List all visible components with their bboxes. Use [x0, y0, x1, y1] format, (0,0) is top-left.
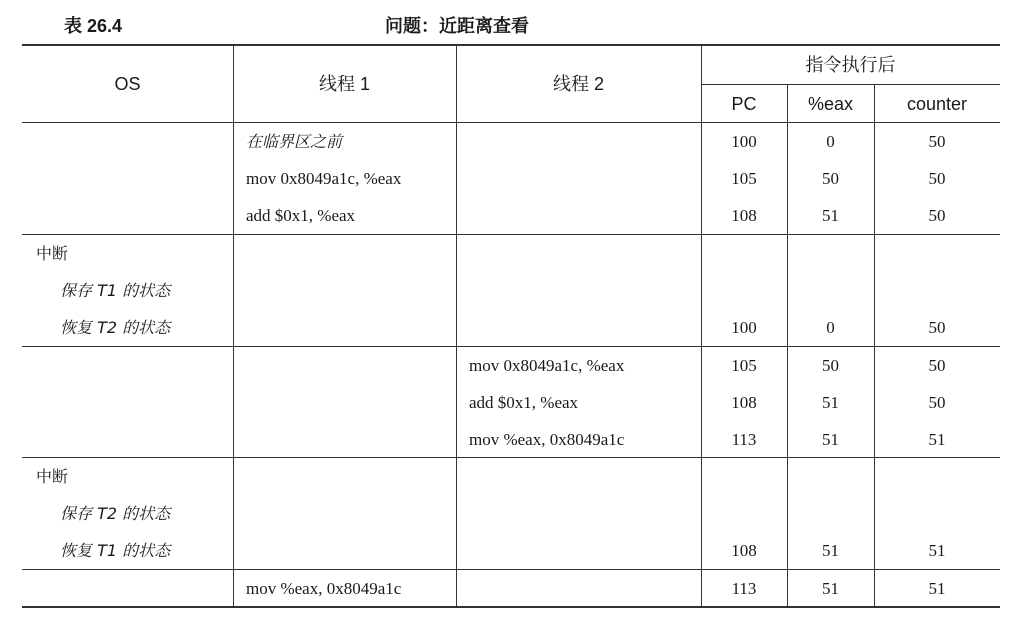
- header-sub-rule: [701, 84, 1000, 85]
- group-rule-1: [22, 234, 1000, 235]
- row-1-counter: 50: [928, 169, 946, 188]
- row-3-os: 中断: [36, 244, 69, 263]
- header-bottom-rule: [22, 122, 1000, 123]
- row-2-thread1: add $0x1, %eax: [246, 206, 356, 225]
- row-7-eax: 51: [822, 393, 839, 412]
- row-8-counter: 51: [928, 430, 946, 449]
- row-4-os: 保存 T1 的状态: [60, 281, 171, 300]
- row-8-eax: 51: [822, 430, 839, 449]
- row-0-pc: 100: [731, 132, 757, 151]
- row-0-counter: 50: [928, 132, 946, 151]
- row-12-counter: 51: [928, 579, 946, 598]
- table-caption-number: 表 26.4: [64, 16, 123, 36]
- group-rule-2: [22, 346, 1000, 347]
- row-12-pc: 113: [731, 579, 757, 598]
- row-6-eax: 50: [822, 356, 839, 375]
- header-after-execution: 指令执行后: [805, 55, 896, 75]
- row-1-pc: 105: [731, 169, 757, 188]
- row-5-eax: 0: [826, 318, 835, 337]
- row-2-pc: 108: [731, 206, 757, 225]
- col-divider-5: [874, 85, 875, 607]
- header-counter: counter: [906, 94, 968, 114]
- table-top-rule: [22, 44, 1000, 46]
- header-thread2: 线程 2: [552, 74, 604, 94]
- row-12-eax: 51: [822, 579, 839, 598]
- row-0-thread1: 在临界区之前: [246, 132, 343, 151]
- row-11-counter: 51: [928, 541, 946, 560]
- row-6-pc: 105: [731, 356, 757, 375]
- header-os: OS: [114, 74, 141, 94]
- row-1-eax: 50: [822, 169, 839, 188]
- row-8-thread2: mov %eax, 0x8049a1c: [469, 430, 625, 449]
- table-caption-title: 问题：近距离查看: [385, 16, 529, 37]
- row-7-pc: 108: [731, 393, 757, 412]
- col-divider-2: [456, 45, 457, 607]
- row-2-eax: 51: [822, 206, 839, 225]
- row-11-eax: 51: [822, 541, 839, 560]
- group-rule-4: [22, 569, 1000, 570]
- row-6-thread2: mov 0x8049a1c, %eax: [469, 356, 625, 375]
- row-7-counter: 50: [928, 393, 946, 412]
- row-5-counter: 50: [928, 318, 946, 337]
- row-2-counter: 50: [928, 206, 946, 225]
- row-11-pc: 108: [731, 541, 757, 560]
- header-eax: %eax: [807, 94, 854, 114]
- row-12-thread1: mov %eax, 0x8049a1c: [246, 579, 402, 598]
- col-divider-4: [787, 85, 788, 607]
- col-divider-1: [233, 45, 234, 607]
- header-pc: PC: [731, 94, 757, 114]
- row-8-pc: 113: [731, 430, 757, 449]
- row-0-eax: 0: [826, 132, 835, 151]
- row-1-thread1: mov 0x8049a1c, %eax: [246, 169, 402, 188]
- header-thread1: 线程 1: [318, 74, 370, 94]
- table-bottom-rule: [22, 606, 1000, 608]
- group-rule-3: [22, 457, 1000, 458]
- row-7-thread2: add $0x1, %eax: [469, 393, 579, 412]
- row-9-os: 中断: [36, 467, 69, 486]
- row-11-os: 恢复 T1 的状态: [60, 541, 171, 560]
- row-5-pc: 100: [731, 318, 757, 337]
- row-10-os: 保存 T2 的状态: [60, 504, 171, 523]
- row-6-counter: 50: [928, 356, 946, 375]
- row-5-os: 恢复 T2 的状态: [60, 318, 171, 337]
